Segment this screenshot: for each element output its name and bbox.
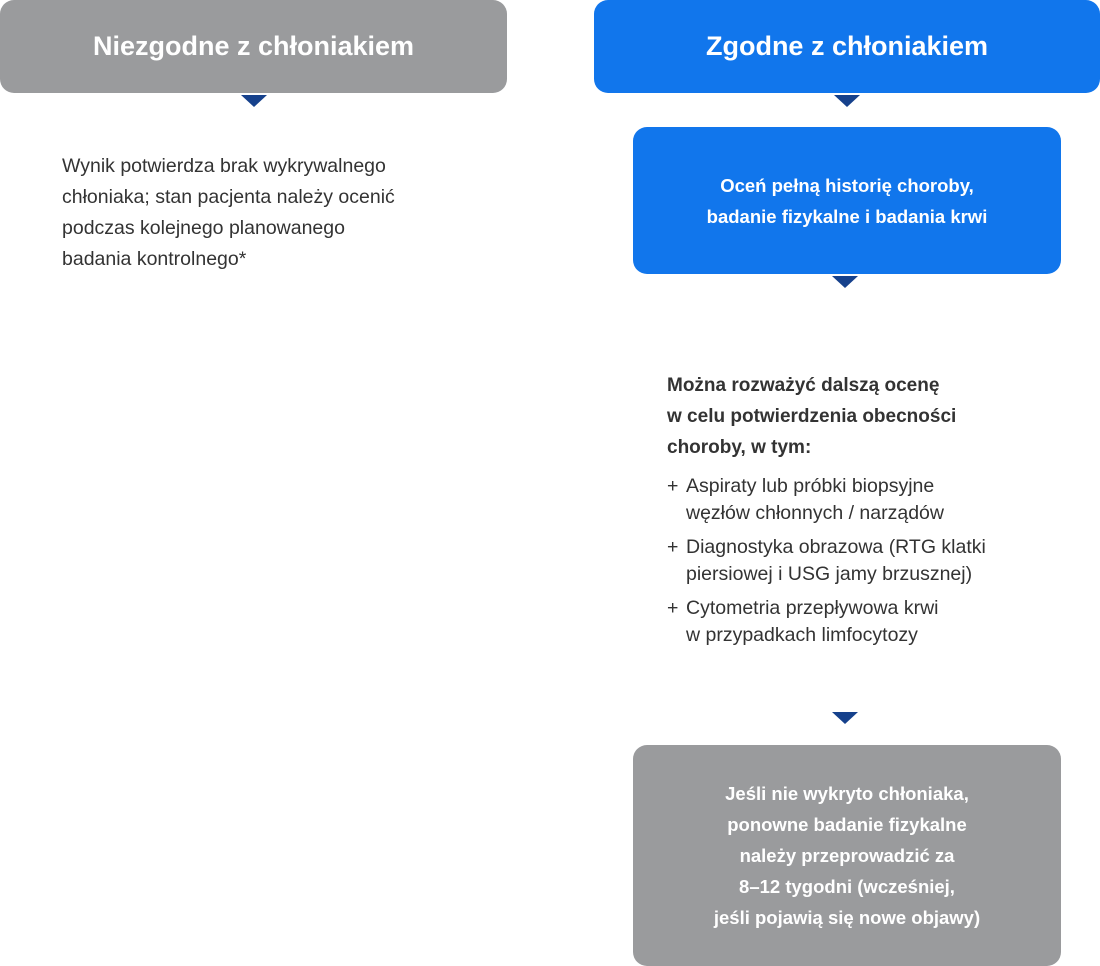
list-item-line: Aspiraty lub próbki biopsyjne (686, 475, 935, 497)
intro-line: Można rozważyć dalszą ocenę (667, 375, 940, 396)
evaluate-history-line: Oceń pełną historię choroby, (720, 174, 974, 196)
list-item (667, 473, 1087, 527)
header-not-consistent-label: Niezgodne z chłoniakiem (92, 31, 415, 61)
follow-up-line: ponowne badanie fizykalne (727, 814, 967, 835)
follow-up-line: 8–12 tygodni (wcześniej, (739, 876, 955, 897)
arrow-down-icon (832, 712, 858, 724)
header-consistent (594, 0, 1100, 93)
further-evaluation-intro (667, 370, 1087, 463)
left-note-line: podczas kolejnego planowanego (62, 217, 345, 239)
follow-up-box (633, 745, 1061, 966)
list-item (667, 534, 1087, 588)
further-evaluation-list (667, 473, 1087, 649)
list-item (667, 595, 1087, 649)
plus-icon: + (667, 536, 679, 558)
arrow-down-icon (834, 95, 860, 107)
header-consistent-label: Zgodne z chłoniakiem (705, 31, 989, 61)
left-note-line: badania kontrolnego* (62, 248, 247, 270)
follow-up-line: jeśli pojawią się nowe objawy) (713, 907, 981, 928)
evaluate-history-line: badanie fizykalne i badania krwi (706, 205, 988, 227)
list-item-line: Cytometria przepływowa krwi (686, 597, 939, 619)
follow-up-line: Jeśli nie wykryto chłoniaka, (725, 783, 969, 804)
list-item-line: w przypadkach limfocytozy (686, 624, 918, 646)
follow-up-line: należy przeprowadzić za (739, 845, 955, 866)
intro-line: choroby, w tym: (667, 437, 812, 458)
left-note (62, 151, 482, 275)
list-item-line: Diagnostyka obrazowa (RTG klatki (686, 536, 986, 558)
header-not-consistent (0, 0, 507, 93)
evaluate-history-box (633, 127, 1061, 274)
plus-icon: + (667, 475, 679, 497)
intro-line: w celu potwierdzenia obecności (667, 406, 957, 427)
further-evaluation (667, 370, 1087, 656)
arrow-down-icon (832, 276, 858, 288)
list-item-line: piersiowej i USG jamy brzusznej) (686, 563, 973, 585)
arrow-down-icon (241, 95, 267, 107)
plus-icon: + (667, 597, 679, 619)
list-item-line: węzłów chłonnych / narządów (686, 502, 944, 524)
left-note-line: chłoniaka; stan pacjenta należy ocenić (62, 186, 395, 208)
left-note-line: Wynik potwierdza brak wykrywalnego (62, 155, 386, 177)
